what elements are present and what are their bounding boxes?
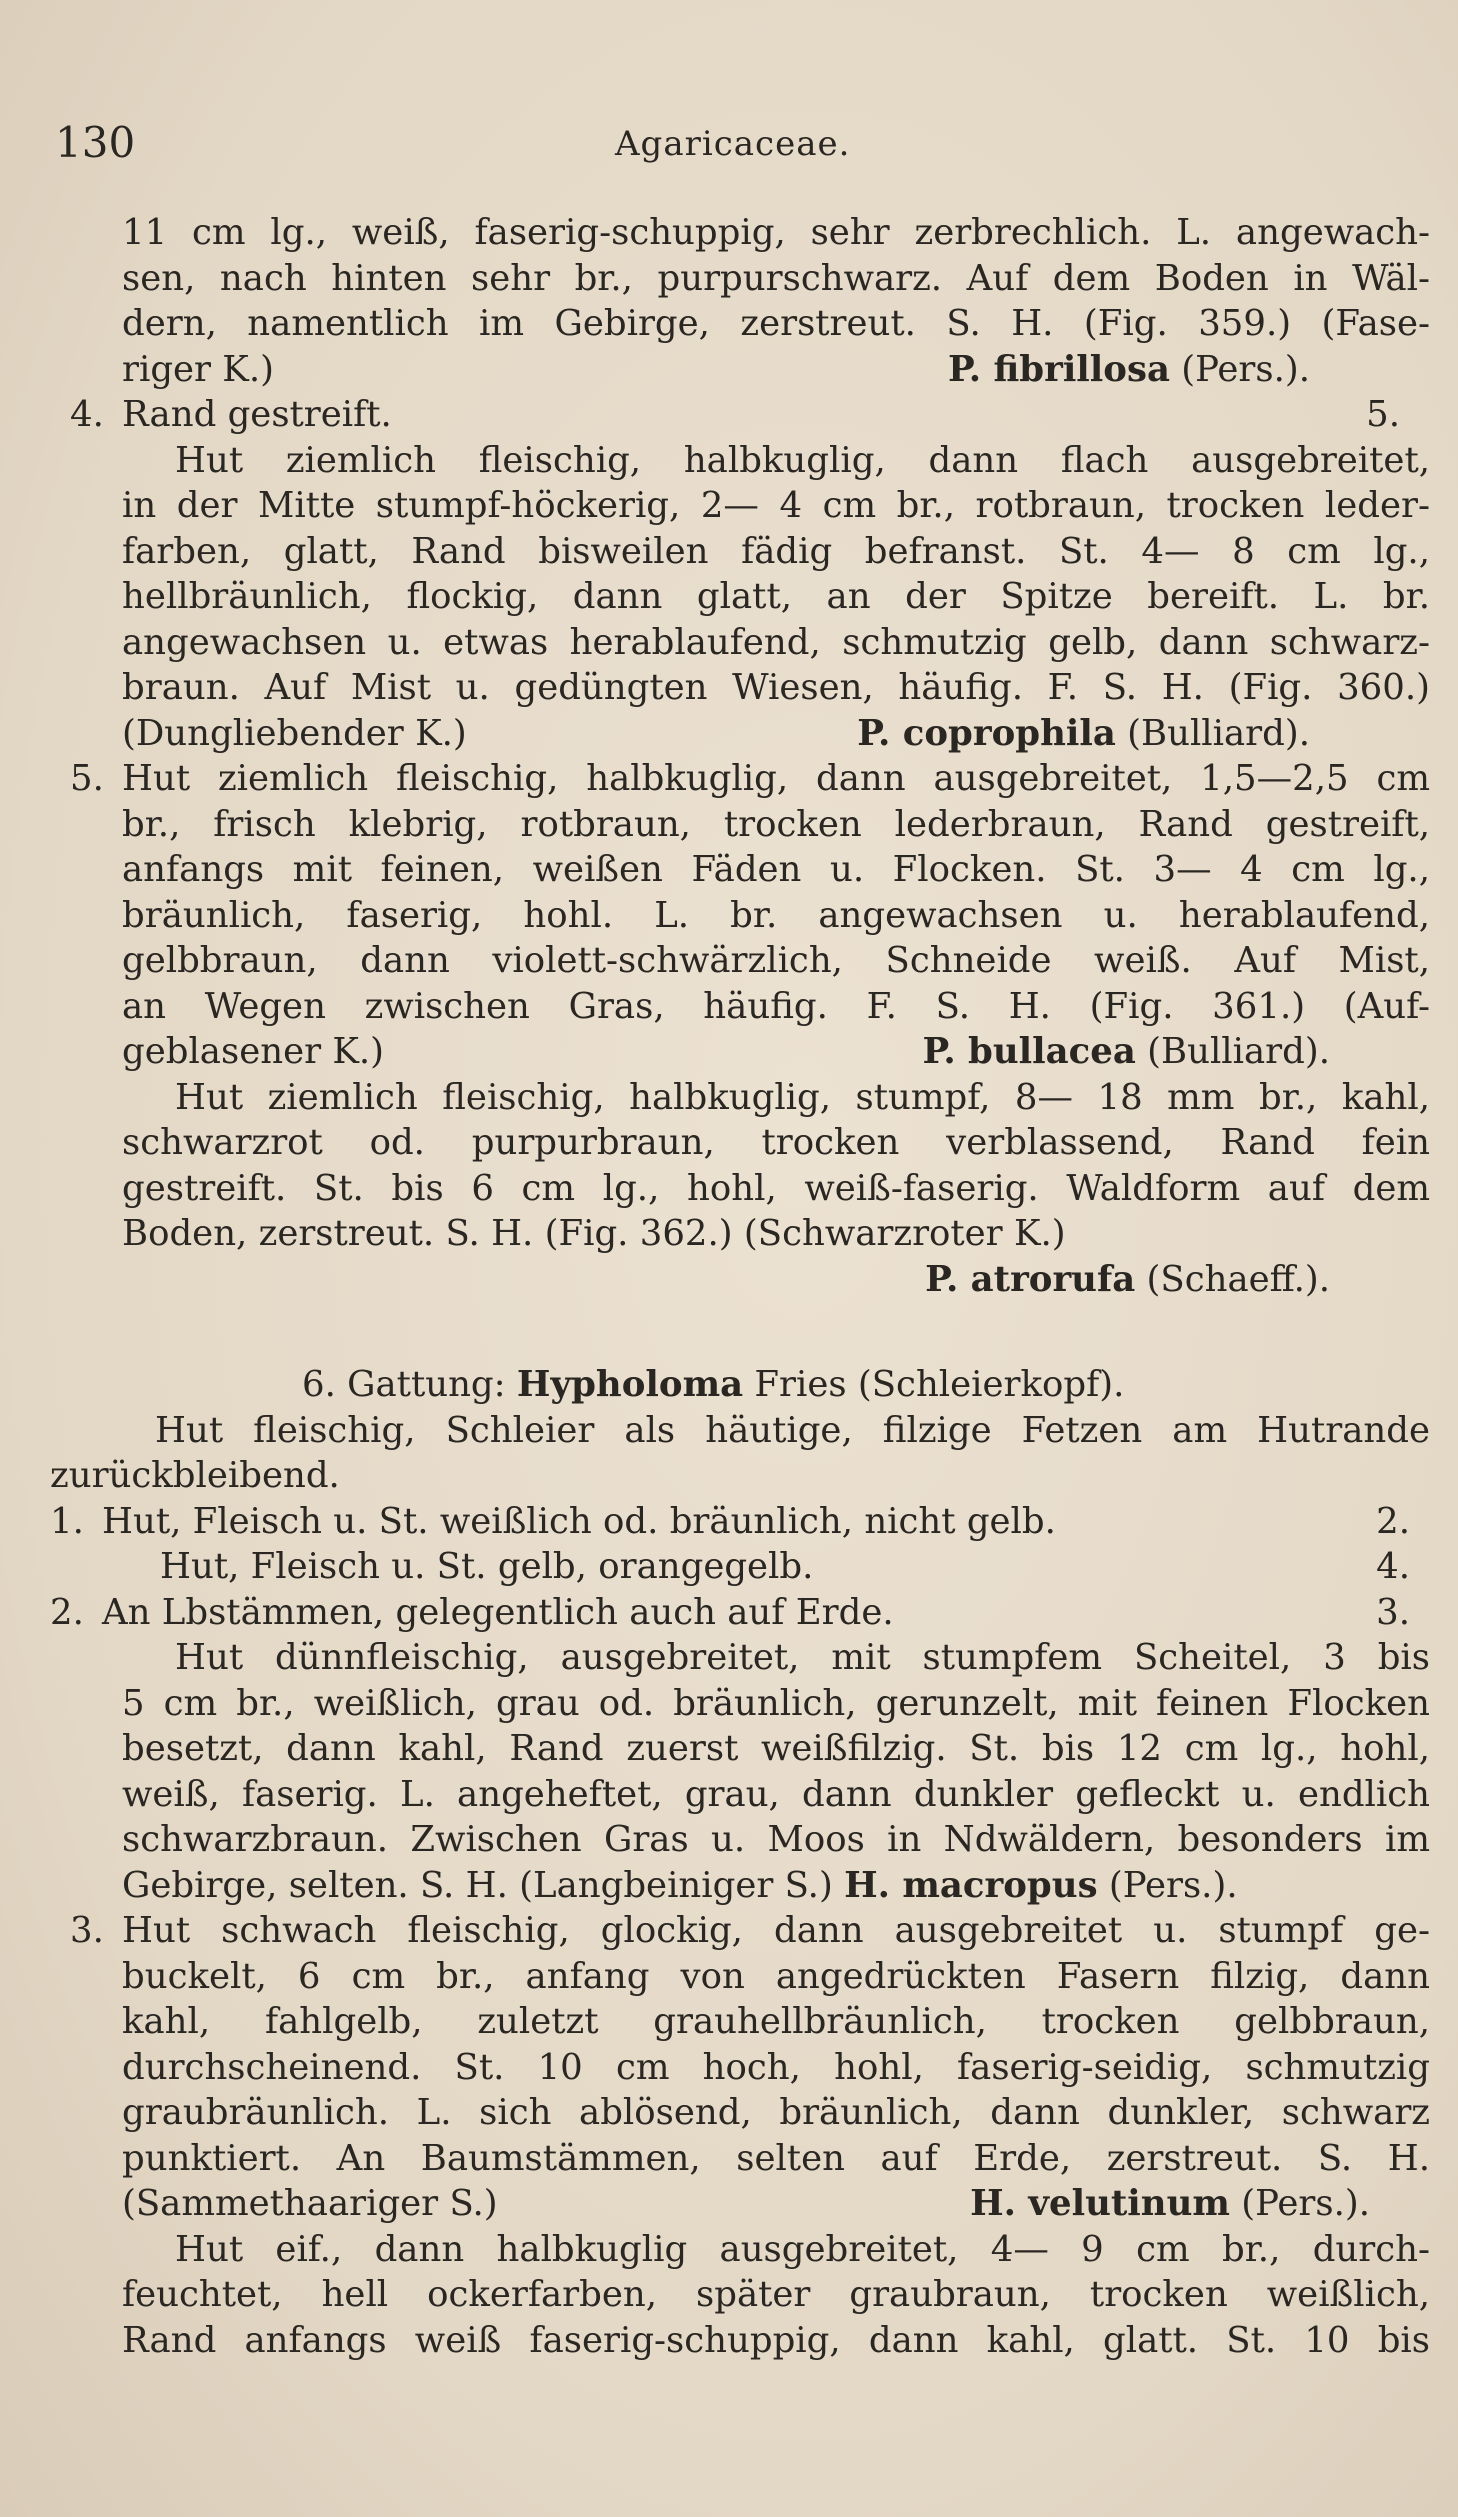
species-line: Gebirge, selten. S. H. (Langbeiniger S.) H. macropus (Pers.). xyxy=(122,1864,1238,1906)
text-line: gelbbraun, dann violett-schwärzlich, Schneide weiß. Auf Mist, xyxy=(122,940,1430,981)
key-text: Hut ziemlich fleischig, halbkuglig, dann ausgebreitet, 1,5—2,5 cm xyxy=(122,758,1430,799)
species-line xyxy=(70,2181,1430,2227)
key-reference: 2. xyxy=(1376,1500,1410,1542)
running-title: Agaricaceae. xyxy=(615,124,851,164)
common-name: geblasener K.) xyxy=(122,1031,384,1072)
text-line: anfangs mit feinen, weißen Fäden u. Flocken. St. 3— 4 cm lg., xyxy=(122,849,1430,890)
key-text: Rand gestreift. xyxy=(122,394,392,435)
common-name: (Dungliebender K.) xyxy=(122,712,467,754)
species-name: P. coprophila (Bulliard). xyxy=(857,712,1310,754)
text-line: durchscheinend. St. 10 cm hoch, hohl, faserig-seidig, schmutzig xyxy=(122,2046,1430,2088)
page-header xyxy=(55,118,1398,178)
key-number: 5. xyxy=(70,758,104,799)
key-number: 1. xyxy=(50,1500,84,1542)
text-line: punktiert. An Baumstämmen, selten auf Erde, zerstreut. S. H. xyxy=(122,2137,1430,2179)
genus-heading: 6. Gattung: Hypholoma Fries (Schleierkopf). xyxy=(302,1364,1125,1405)
text-line: Hut dünnfleischig, ausgebreitet, mit stumpfem Scheitel, 3 bis xyxy=(175,1637,1430,1678)
common-name: riger K.) xyxy=(122,348,274,390)
text-line: br., frisch klebrig, rotbraun, trocken lederbraun, Rand gestreift, xyxy=(122,803,1430,845)
species-line xyxy=(70,347,1430,393)
text-line: graubräunlich. L. sich ablösend, bräunlich, dann dunkler, schwarz xyxy=(122,2092,1430,2133)
key-number: 2. xyxy=(50,1591,84,1633)
key-line xyxy=(70,1908,1430,1954)
key-line xyxy=(50,1499,1430,1545)
key-text: Hut, Fleisch u. St. weißlich od. bräunlich, nicht gelb. xyxy=(102,1500,1056,1542)
text-line: angewachsen u. etwas herablaufend, schmutzig gelb, dann schwarz- xyxy=(122,621,1430,663)
text-line: Hut ziemlich fleischig, halbkuglig, dann flach ausgebreitet, xyxy=(175,439,1430,481)
species-line xyxy=(70,711,1430,757)
text-line: schwarzrot od. purpurbraun, trocken verblassend, Rand fein xyxy=(122,1122,1430,1163)
text-line: bräunlich, faserig, hohl. L. br. angewachsen u. herablaufend, xyxy=(122,894,1430,936)
species-line xyxy=(70,1029,1430,1075)
text-line: feuchtet, hell ockerfarben, später graubraun, trocken weißlich, xyxy=(122,2274,1430,2315)
text-line: sen, nach hinten sehr br., purpurschwarz. Auf dem Boden in Wäl- xyxy=(122,257,1430,299)
species-name: H. velutinum (Pers.). xyxy=(970,2183,1370,2224)
key-text: Hut schwach fleischig, glockig, dann ausgebreitet u. stumpf ge- xyxy=(122,1910,1430,1951)
key-number: 3. xyxy=(70,1910,104,1951)
text-line: 5 cm br., weißlich, grau od. bräunlich, gerunzelt, mit feinen Flocken xyxy=(122,1682,1430,1724)
text-line: farben, glatt, Rand bisweilen fädig befranst. St. 4— 8 cm lg., xyxy=(122,530,1430,572)
text-line: braun. Auf Mist u. gedüngten Wiesen, häufig. F. S. H. (Fig. 360.) xyxy=(122,667,1430,708)
common-name: Gebirge, selten. S. H. (Langbeiniger S.) xyxy=(122,1864,845,1906)
text-line: Rand anfangs weiß faserig-schuppig, dann kahl, glatt. St. 10 bis xyxy=(122,2319,1430,2361)
text-line: weiß, faserig. L. angeheftet, grau, dann dunkler gefleckt u. endlich xyxy=(122,1773,1430,1815)
key-line xyxy=(50,1544,1430,1590)
text-line: an Wegen zwischen Gras, häufig. F. S. H. (Fig. 361.) (Auf- xyxy=(122,985,1430,1027)
text-line: Hut eif., dann halbkuglig ausgebreitet, 4— 9 cm br., durch- xyxy=(175,2228,1430,2270)
text-line: Boden, zerstreut. S. H. (Fig. 362.) (Schwarzroter K.) xyxy=(122,1213,1066,1254)
text-line: in der Mitte stumpf-höckerig, 2— 4 cm br., rotbraun, trocken leder- xyxy=(122,485,1430,526)
key-line xyxy=(70,756,1430,802)
text-line: schwarzbraun. Zwischen Gras u. Moos in Ndwäldern, besonders im xyxy=(122,1819,1430,1860)
page-body xyxy=(50,210,1430,2363)
text-line: buckelt, 6 cm br., anfang von angedrückten Fasern filzig, dann xyxy=(122,1955,1430,1997)
key-reference: 5. xyxy=(1366,394,1400,435)
species-name: H. macropus xyxy=(844,1864,1098,1906)
species-name: P. atrorufa (Schaeff.). xyxy=(925,1258,1330,1300)
text-line: dern, namentlich im Gebirge, zerstreut. S. H. (Fig. 359.) (Fase- xyxy=(122,303,1430,344)
text-line: kahl, fahlgelb, zuletzt grauhellbräunlich, trocken gelbbraun, xyxy=(122,2001,1430,2042)
text-line: zurückbleibend. xyxy=(50,1455,340,1496)
key-number: 4. xyxy=(70,394,104,435)
key-line xyxy=(70,392,1430,438)
text-line: 11 cm lg., weiß, faserig-schuppig, sehr zerbrechlich. L. angewach- xyxy=(122,212,1430,253)
page-number: 130 xyxy=(55,118,136,167)
text-line: besetzt, dann kahl, Rand zuerst weißfilzig. St. bis 12 cm lg., hohl, xyxy=(122,1728,1430,1769)
species-name: P. bullacea (Bulliard). xyxy=(922,1031,1330,1072)
key-reference: 4. xyxy=(1376,1546,1410,1587)
key-line xyxy=(50,1590,1430,1636)
text-line: Hut fleischig, Schleier als häutige, filzige Fetzen am Hutrande xyxy=(155,1409,1430,1451)
text-line: Hut ziemlich fleischig, halbkuglig, stumpf, 8— 18 mm br., kahl, xyxy=(175,1076,1430,1118)
key-reference: 3. xyxy=(1376,1591,1410,1633)
common-name: (Sammethaariger S.) xyxy=(122,2183,498,2224)
text-line: hellbräunlich, flockig, dann glatt, an der Spitze bereift. L. br. xyxy=(122,576,1430,617)
key-text: An Lbstämmen, gelegentlich auch auf Erde. xyxy=(102,1591,894,1633)
key-text: Hut, Fleisch u. St. gelb, orangegelb. xyxy=(160,1546,814,1587)
text-line: gestreift. St. bis 6 cm lg., hohl, weiß-faserig. Waldform auf dem xyxy=(122,1167,1430,1209)
species-name: P. fibrillosa (Pers.). xyxy=(947,348,1310,390)
